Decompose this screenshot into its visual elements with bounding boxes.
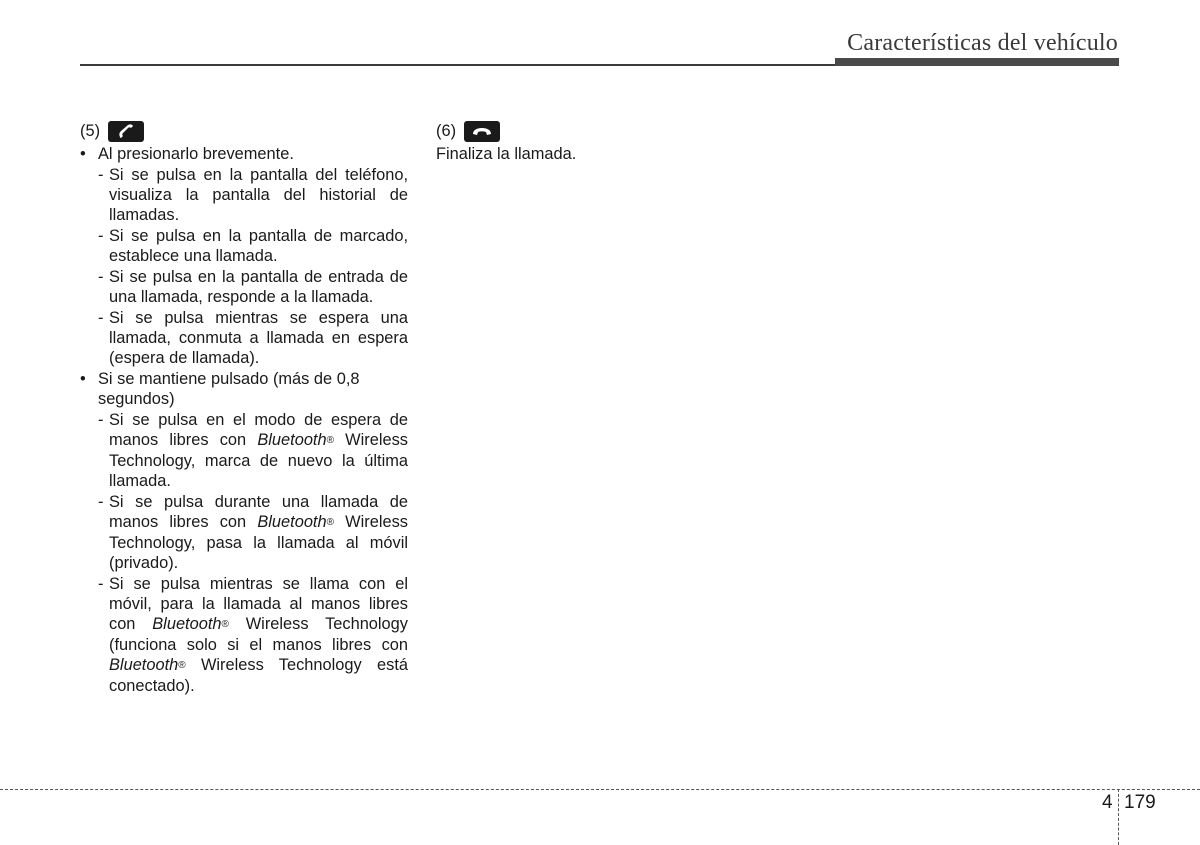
sub-text-post: Wireless Technology, marca de nuevo la última llamada.: [109, 431, 409, 490]
sub-text-post: Wireless Technology está conectado).: [109, 656, 408, 695]
sub-text: Si se pulsa en la pantalla del teléfono, visualiza la pantalla del historial de llamadas.: [109, 166, 408, 224]
registered-mark: ®: [326, 435, 334, 446]
item-label: (5): [80, 122, 101, 140]
bullet-text: Si se mantiene pulsado (más de 0,8 segundos): [98, 370, 360, 408]
sub-text-post: Wireless Technology (funciona solo si el manos libres con: [109, 615, 408, 654]
dash: -: [98, 166, 104, 184]
left-column: [80, 120, 408, 697]
header-bar: [835, 58, 1119, 66]
item-6-heading: [436, 120, 736, 142]
header-rule: [80, 64, 835, 66]
sub-text-pre: Si se pulsa en el modo de espera de manos libres con: [109, 411, 408, 449]
dash: -: [98, 411, 104, 429]
sub-list: [80, 410, 408, 696]
bluetooth-word: Bluetooth: [257, 431, 327, 449]
sub-item: [98, 574, 408, 696]
footer-dashed-line: [0, 789, 1200, 790]
sub-item: [98, 410, 408, 491]
header-title: Características del vehículo: [847, 30, 1118, 56]
sub-item: [98, 308, 408, 368]
item-6-text: Finaliza la llamada.: [436, 145, 577, 163]
item-5-heading: [80, 120, 408, 142]
bullet-mark: •: [80, 370, 86, 388]
bullet-mark: •: [80, 145, 86, 163]
sub-text-pre: Si se pulsa mientras se llama con el móvil, para la llamada al manos libres con: [109, 575, 408, 633]
sub-item: [98, 165, 408, 225]
page-number: 179: [1124, 792, 1156, 813]
phone-hangup-icon: [464, 121, 500, 142]
bluetooth-word: Bluetooth: [109, 656, 179, 674]
sub-text: Si se pulsa en la pantalla de entrada de una llamada, responde a la llamada.: [109, 268, 408, 306]
dash: -: [98, 309, 104, 327]
sub-text: Si se pulsa en la pantalla de marcado, establece una llamada.: [109, 227, 408, 265]
bluetooth-word: Bluetooth: [257, 513, 327, 531]
phone-call-icon: [108, 121, 144, 142]
registered-mark: ®: [221, 619, 229, 630]
bullet-item: [80, 369, 408, 409]
dash: -: [98, 268, 104, 286]
registered-mark: ®: [326, 517, 334, 528]
sub-item: [98, 226, 408, 266]
right-column: [436, 120, 736, 164]
sub-text-pre: Si se pulsa durante una llamada de manos libres con: [109, 493, 408, 531]
bullet-item: [80, 144, 408, 164]
footer-divider: [1118, 789, 1119, 845]
sub-text: Si se pulsa mientras se espera una llamada, conmuta a llamada en espera (espera de llamada).: [109, 309, 408, 367]
sub-item: [98, 267, 408, 307]
bluetooth-word: Bluetooth: [152, 615, 222, 633]
registered-mark: ®: [178, 660, 186, 671]
sub-list: [80, 165, 408, 368]
dash: -: [98, 227, 104, 245]
sub-item: [98, 492, 408, 573]
bullet-text: Al presionarlo brevemente.: [98, 145, 294, 163]
chapter-number: 4: [1102, 792, 1113, 813]
item-label: (6): [436, 122, 457, 140]
dash: -: [98, 493, 104, 511]
dash: -: [98, 575, 104, 593]
sub-text-post: Wireless Technology, pasa la llamada al móvil (privado).: [109, 513, 409, 572]
